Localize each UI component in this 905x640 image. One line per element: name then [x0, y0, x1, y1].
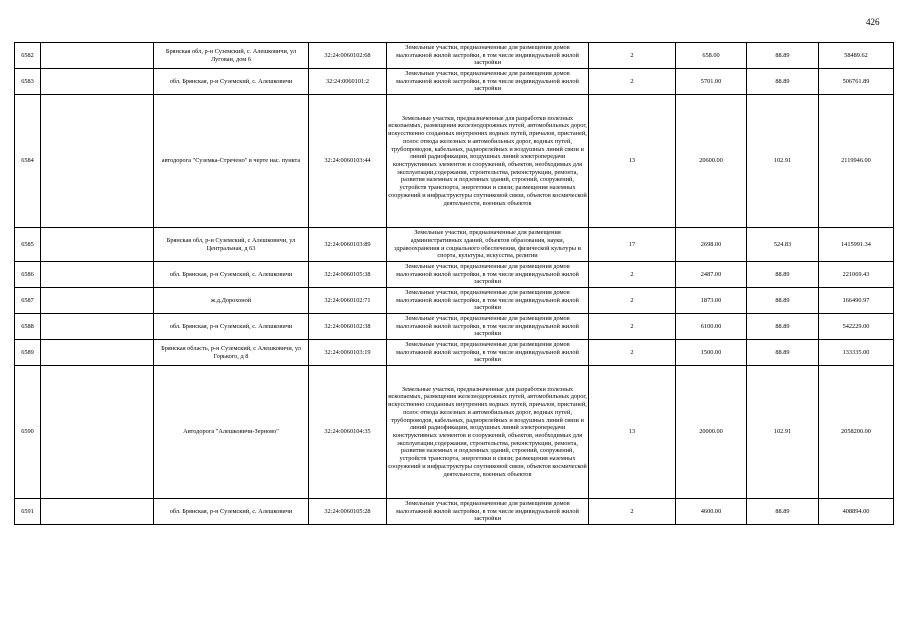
table-row	[15, 262, 894, 288]
row-number: 6582	[15, 43, 41, 69]
address-cell: обл. Брянская, р-н Суземский, с. Алешковичи	[154, 69, 309, 95]
group-code-cell: 2	[589, 340, 676, 366]
group-code-cell: 2	[589, 43, 676, 69]
specific-value-cell: 102.91	[747, 366, 819, 499]
page-number: 426	[866, 17, 880, 27]
cadastral-number-cell: 32:24:0060105:38	[309, 262, 387, 288]
table-row	[15, 69, 894, 95]
group-code-cell: 13	[589, 95, 676, 228]
group-code-cell: 2	[589, 69, 676, 95]
land-purpose-cell: Земельные участки, предназначенные для размещения домов малоэтажной жилой застройки, в том числе индивидуальной жилой застройки	[387, 314, 589, 340]
empty-cell	[41, 340, 154, 366]
area-cell: 5701.00	[676, 69, 747, 95]
land-purpose-cell: Земельные участки, предназначенные для размещения административных зданий, объектов образования, науки, здравоохранения и социального обеспечения, физической культуры и спорта, культуры, искусства, религии	[387, 228, 589, 262]
table-row	[15, 314, 894, 340]
table-row	[15, 340, 894, 366]
address-cell: Автодорога "Алешковичи-Зерново"	[154, 366, 309, 499]
table-row	[15, 228, 894, 262]
area-cell: 2698.00	[676, 228, 747, 262]
land-purpose-cell: Земельные участки, предназначенные для размещения домов малоэтажной жилой застройки, в том числе индивидуальной жилой застройки	[387, 340, 589, 366]
specific-value-cell: 524.83	[747, 228, 819, 262]
cadastral-number-cell: 32:24:0060102:68	[309, 43, 387, 69]
empty-cell	[41, 228, 154, 262]
cadastral-number-cell: 32:24:0060102:38	[309, 314, 387, 340]
address-cell: обл. Брянская, р-н Суземский, с. Алешковичи	[154, 262, 309, 288]
row-number: 6585	[15, 228, 41, 262]
empty-cell	[41, 43, 154, 69]
row-number: 6587	[15, 288, 41, 314]
table-row	[15, 288, 894, 314]
address-cell: Брянская область, р-н Суземский, с Алешковичи, ул Горького, д 8	[154, 340, 309, 366]
specific-value-cell: 88.89	[747, 262, 819, 288]
cadastral-value-table	[14, 42, 894, 525]
cadastral-number-cell: 32:24:0060103:19	[309, 340, 387, 366]
table-row	[15, 95, 894, 228]
cadastral-number-cell: 32:24:0060101:2	[309, 69, 387, 95]
empty-cell	[41, 499, 154, 525]
land-purpose-cell: Земельные участки, предназначенные для разработки полезных ископаемых, размещения железнодорожных путей, автомобильных дорог, искусственно созданных внутренних водных путей, причалов, пристаней, полос отвода железных и автомобильных дорог, водных путей, трубопроводов, кабельных, радиорелейных и воздушных линий связи и линий радиофикации, воздушных линий электропередачи конструктивных элементов и сооружений, объектов, необходимых для эксплуатации,содержания, строительства, реконструкции, ремонта, развития наземных и подземных зданий, строений, сооружений, устройств транспорта, энергетики и связи; размещения наземных сооружений и инфраструктуры спутниковой связи, объектов космической деятельности, военных объектов	[387, 95, 589, 228]
group-code-cell: 2	[589, 288, 676, 314]
area-cell: 1500.00	[676, 340, 747, 366]
row-number: 6588	[15, 314, 41, 340]
cadastral-value-cell: 221069.43	[819, 262, 894, 288]
table-row	[15, 366, 894, 499]
area-cell: 6100.00	[676, 314, 747, 340]
group-code-cell: 2	[589, 262, 676, 288]
cadastral-value-cell: 166490.97	[819, 288, 894, 314]
area-cell: 658.00	[676, 43, 747, 69]
empty-cell	[41, 288, 154, 314]
cadastral-value-cell: 2119946.00	[819, 95, 894, 228]
area-cell: 20600.00	[676, 95, 747, 228]
address-cell: обл. Брянская, р-н Суземский, с. Алешковичи	[154, 499, 309, 525]
row-number: 6589	[15, 340, 41, 366]
area-cell: 20000.00	[676, 366, 747, 499]
cadastral-value-cell: 1415991.34	[819, 228, 894, 262]
group-code-cell: 2	[589, 499, 676, 525]
specific-value-cell: 88.89	[747, 340, 819, 366]
specific-value-cell: 88.89	[747, 69, 819, 95]
cadastral-value-cell: 133335.00	[819, 340, 894, 366]
empty-cell	[41, 262, 154, 288]
empty-cell	[41, 95, 154, 228]
cadastral-number-cell: 32:24:0060104:35	[309, 366, 387, 499]
cadastral-number-cell: 32:24:0060103:44	[309, 95, 387, 228]
address-cell: обл. Брянская, р-н Суземский, с. Алешковичи	[154, 314, 309, 340]
row-number: 6584	[15, 95, 41, 228]
area-cell: 1873.00	[676, 288, 747, 314]
cadastral-value-cell: 2058200.00	[819, 366, 894, 499]
cadastral-number-cell: 32:24:0060102:71	[309, 288, 387, 314]
specific-value-cell: 88.89	[747, 43, 819, 69]
cadastral-number-cell: 32:24:0060105:28	[309, 499, 387, 525]
specific-value-cell: 88.89	[747, 499, 819, 525]
empty-cell	[41, 314, 154, 340]
row-number: 6591	[15, 499, 41, 525]
specific-value-cell: 102.91	[747, 95, 819, 228]
address-cell: ж.д.Дорохоной	[154, 288, 309, 314]
group-code-cell: 17	[589, 228, 676, 262]
row-number: 6583	[15, 69, 41, 95]
cadastral-value-cell: 408894.00	[819, 499, 894, 525]
cadastral-value-cell: 58489.62	[819, 43, 894, 69]
area-cell: 2487.00	[676, 262, 747, 288]
address-cell: Брянская обл, р-н Суземский, с. Алешковичи, ул Лугован, дом 6	[154, 43, 309, 69]
land-purpose-cell: Земельные участки, предназначенные для размещения домов малоэтажной жилой застройки, в том числе индивидуальной жилой застройки	[387, 262, 589, 288]
specific-value-cell: 88.89	[747, 288, 819, 314]
table-row	[15, 43, 894, 69]
cadastral-value-cell: 542229.00	[819, 314, 894, 340]
row-number: 6586	[15, 262, 41, 288]
land-purpose-cell: Земельные участки, предназначенные для размещения домов малоэтажной жилой застройки, в том числе индивидуальной жилой застройки	[387, 43, 589, 69]
group-code-cell: 13	[589, 366, 676, 499]
land-purpose-cell: Земельные участки, предназначенные для размещения домов малоэтажной жилой застройки, в том числе индивидуальной жилой застройки	[387, 288, 589, 314]
table-row	[15, 499, 894, 525]
cadastral-number-cell: 32:24:0060103:89	[309, 228, 387, 262]
empty-cell	[41, 69, 154, 95]
land-purpose-cell: Земельные участки, предназначенные для разработки полезных ископаемых, размещения железнодорожных путей, автомобильных дорог, искусственно созданных внутренних водных путей, причалов, пристаней, полос отвода железных и автомобильных дорог, водных путей, трубопроводов, кабельных, радиорелейных и воздушных линий связи и линий радиофикации, воздушных линий электропередачи конструктивных элементов и сооружений, объектов, необходимых для эксплуатации,содержания, строительства, реконструкции, ремонта, развития наземных и подземных зданий, строений, сооружений, устройств транспорта, энергетики и связи; размещения наземных сооружений и инфраструктуры спутниковой связи, объектов космической деятельности, военных объектов	[387, 366, 589, 499]
cadastral-value-cell: 506761.89	[819, 69, 894, 95]
specific-value-cell: 88.89	[747, 314, 819, 340]
row-number: 6590	[15, 366, 41, 499]
land-purpose-cell: Земельные участки, предназначенные для размещения домов малоэтажной жилой застройки, в том числе индивидуальной жилой застройки	[387, 499, 589, 525]
address-cell: автодорога "Суземка-Стречено" в черте нас. пункта	[154, 95, 309, 228]
group-code-cell: 2	[589, 314, 676, 340]
address-cell: Брянская обл, р-н Суземский, с Алешковичи, ул Центральная, д 63	[154, 228, 309, 262]
land-purpose-cell: Земельные участки, предназначенные для размещения домов малоэтажной жилой застройки, в том числе индивидуальной жилой застройки	[387, 69, 589, 95]
area-cell: 4600.00	[676, 499, 747, 525]
empty-cell	[41, 366, 154, 499]
